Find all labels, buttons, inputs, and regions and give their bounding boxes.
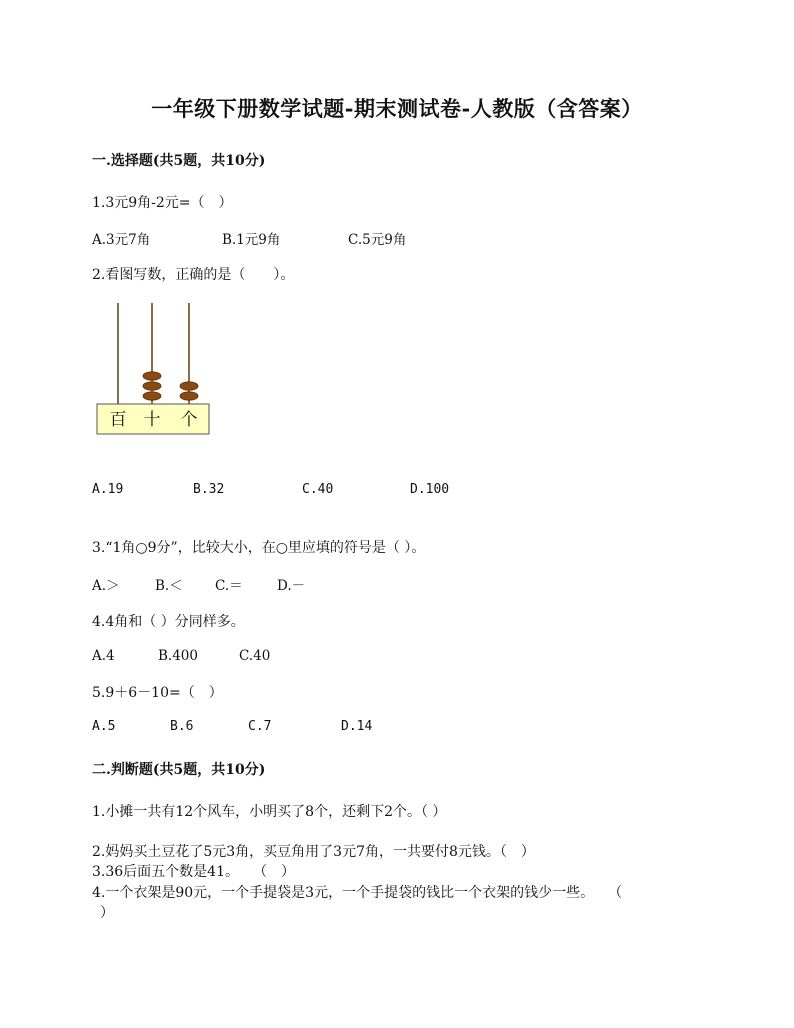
question-4: 4.4角和（ ）分同样多。 [92,614,245,630]
q2-option-a: A.19 [92,482,124,497]
question-5: 5.9＋6－10=（ ） [92,685,223,701]
q4-option-c: C.40 [239,648,271,664]
q3-option-a: A.＞ [92,578,120,594]
section-heading-judgement: 二.判断题(共5题，共10分) [92,762,266,778]
q4-option-a: A.4 [92,648,115,664]
abacus-bead-ones [180,392,198,400]
q2-option-d: D.100 [410,482,450,497]
q3-option-c: C.＝ [215,578,243,594]
page-title: 一年级下册数学试题-期末测试卷-人教版（含答案） [151,96,643,121]
abacus-bead-ones [180,382,198,390]
abacus-figure [96,300,212,440]
question-3: 3.“1角○9分”，比较大小，在○里应填的符号是（ ）。 [92,540,426,556]
q5-option-d: D.14 [341,719,373,734]
q5-option-c: C.7 [248,719,272,734]
abacus-svg [96,300,212,440]
judgement-item-4: 4.一个衣架是90元，一个手提袋是3元，一个手提袋的钱比一个衣架的钱少一些。 （ [92,885,623,901]
q2-option-b: B.32 [193,482,225,497]
q3-option-b: B.＜ [155,578,183,594]
section-heading-choice: 一.选择题(共5题，共10分) [92,153,266,169]
q2-option-c: C.40 [302,482,334,497]
q1-option-c: C.5元9角 [348,232,407,248]
q4-option-b: B.400 [158,648,198,664]
abacus-label-tens: 十 [143,410,161,430]
q5-option-a: A.5 [92,719,116,734]
abacus-bead-tens [143,392,161,400]
q1-option-b: B.1元9角 [222,232,281,248]
q5-option-b: B.6 [170,719,194,734]
judgement-item-3: 3.36后面五个数是41。 （ ） [92,864,295,880]
abacus-label-ones: 个 [180,410,198,430]
judgement-item-2: 2.妈妈买土豆花了5元3角，买豆角用了3元7角，一共要付8元钱。（ ） [92,844,535,860]
q1-option-a: A.3元7角 [92,232,151,248]
judgement-item-4-continuation: ） [100,905,114,921]
abacus-label-hundreds: 百 [109,410,127,430]
question-2: 2.看图写数，正确的是（ ）。 [92,267,295,283]
question-1: 1.3元9角-2元=（ ） [92,195,233,211]
q3-option-d: D.－ [277,578,306,594]
abacus-bead-tens [143,382,161,390]
abacus-bead-tens [143,372,161,380]
judgement-item-1: 1.小摊一共有12个风车，小明买了8个，还剩下2个。（ ） [92,804,447,820]
